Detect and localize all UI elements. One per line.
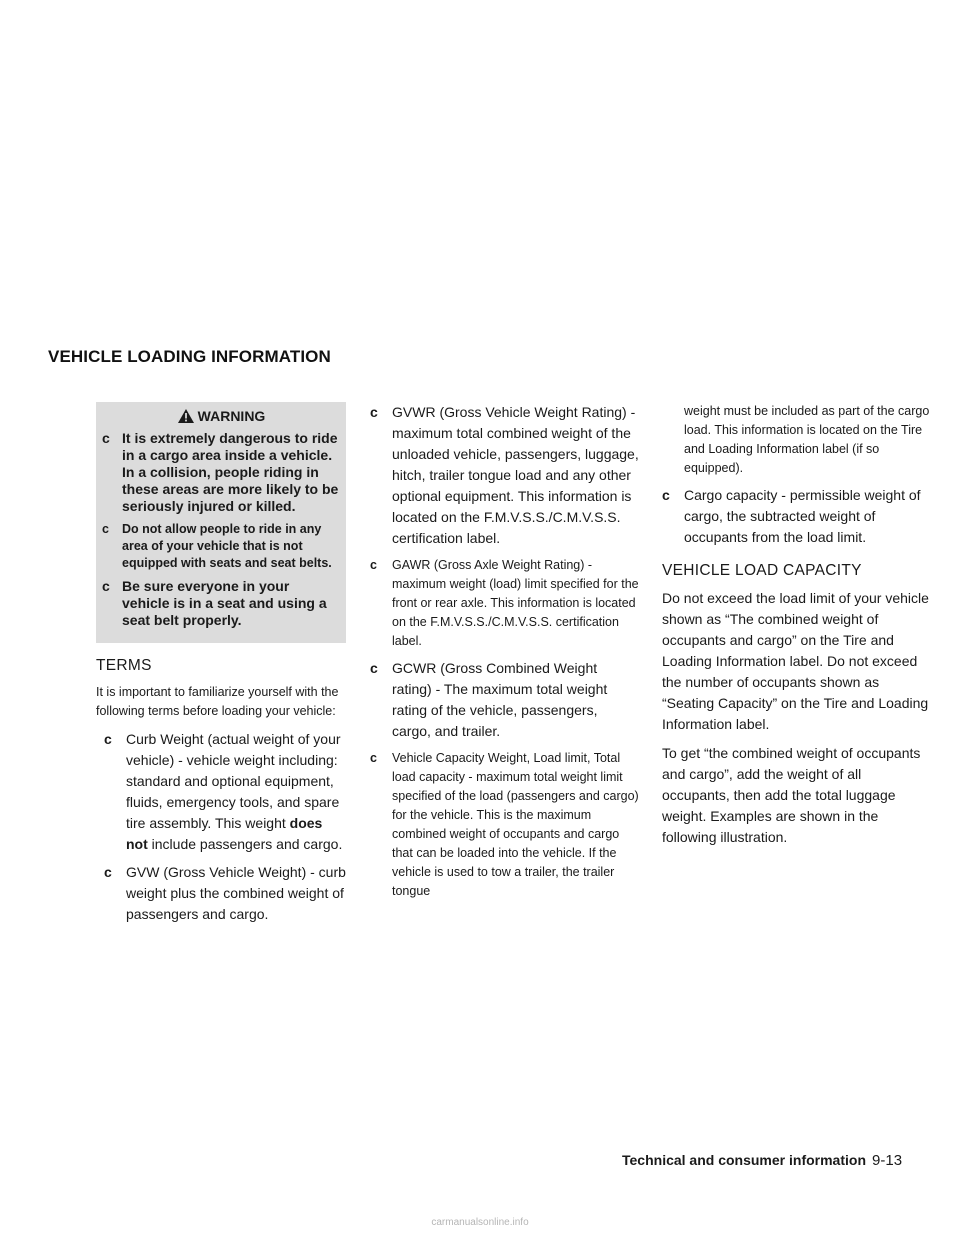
warning-label: WARNING <box>197 408 266 424</box>
page-number: 9-13 <box>872 1152 903 1169</box>
term-curb-weight: c Curb Weight (actual weight of your vehicle) - vehicle weight including: standard and optional equipment, fluids, emergency tools, and spare tire assembly. This weight does not include passengers and cargo. <box>104 731 343 852</box>
bullet-icon: c <box>662 487 670 503</box>
bullet-icon: c <box>102 522 109 536</box>
load-capacity-heading: VEHICLE LOAD CAPACITY <box>662 562 862 579</box>
term-gcwr: c GCWR (Gross Combined Weight rating) - The maximum total weight rating of the vehicle, passengers, cargo, and trailer. <box>370 660 608 739</box>
bullet-icon: c <box>104 731 112 747</box>
column-2 <box>370 402 640 908</box>
warning-triangle-icon <box>177 408 195 424</box>
warning-heading <box>102 408 340 424</box>
term-vehicle-capacity-weight-continued: weight must be included as part of the cargo load. This information is located on the Tire and Loading Information label (if so equipped). <box>684 404 930 475</box>
warning-box <box>96 402 346 643</box>
bullet-icon: c <box>370 660 378 676</box>
page-footer <box>622 1152 902 1169</box>
bullet-icon: c <box>370 751 377 765</box>
section-title: VEHICLE LOADING INFORMATION <box>48 347 331 366</box>
warning-bullet: c Do not allow people to ride in any area of your vehicle that is not equipped with seats and seat belts. <box>102 522 332 570</box>
terms-list <box>96 729 346 925</box>
warning-bullet: c Be sure everyone in your vehicle is in a seat and using a seat belt properly. <box>102 578 327 628</box>
footer-section-title: Technical and consumer information <box>622 1152 867 1168</box>
bullet-icon: c <box>370 404 378 420</box>
term-gvw: c GVW (Gross Vehicle Weight) - curb weight plus the combined weight of passengers and cargo. <box>104 864 346 922</box>
terms-heading: TERMS <box>96 657 152 674</box>
bullet-icon: c <box>102 578 110 594</box>
term-gawr: c GAWR (Gross Axle Weight Rating) - maximum weight (load) limit specified for the front or rear axle. This information is located on the F.M.V.S.S./C.M.V.S.S. certification label. <box>370 558 639 648</box>
column-1 <box>96 402 346 932</box>
terms-intro: It is important to familiarize yourself with the following terms before loading your vehicle: <box>96 685 339 718</box>
term-cargo-capacity: c Cargo capacity - permissible weight of cargo, the subtracted weight of occupants from the load limit. <box>662 487 921 545</box>
bullet-icon: c <box>102 430 110 446</box>
warning-bullet: c It is extremely dangerous to ride in a cargo area inside a vehicle. In a collision, people riding in these areas are more likely to be seriously injured or killed. <box>102 430 339 514</box>
watermark: carmanualsonline.info <box>431 1217 529 1228</box>
term-gvwr: c GVWR (Gross Vehicle Weight Rating) - maximum total combined weight of the unloaded vehicle, passengers, luggage, hitch, trailer tongue load and any other optional equipment. This information is located on the F.M.V.S.S./C.M.V.S.S. certification label. <box>370 404 639 546</box>
term-vehicle-capacity-weight: c Vehicle Capacity Weight, Load limit, Total load capacity - maximum total weight limit specified of the load (passengers and cargo) for the vehicle. This is the maximum combined weight of occupants and cargo that can be loaded into the vehicle. If the vehicle is used to tow a trailer, the trailer tongue <box>370 751 639 898</box>
load-capacity-paragraph-1: Do not exceed the load limit of your vehicle shown as “The combined weight of occupants and cargo” on the Tire and Loading Information label. Do not exceed the number of occupants shown as “Seating Capacity” on the Tire and Loading Information label. <box>662 590 929 732</box>
bullet-icon: c <box>104 864 112 880</box>
column-3 <box>662 402 932 856</box>
bullet-icon: c <box>370 558 377 572</box>
load-capacity-paragraph-2: To get “the combined weight of occupants and cargo”, add the weight of all occupants, then add the total luggage weight. Examples are shown in the following illustration. <box>662 745 921 845</box>
